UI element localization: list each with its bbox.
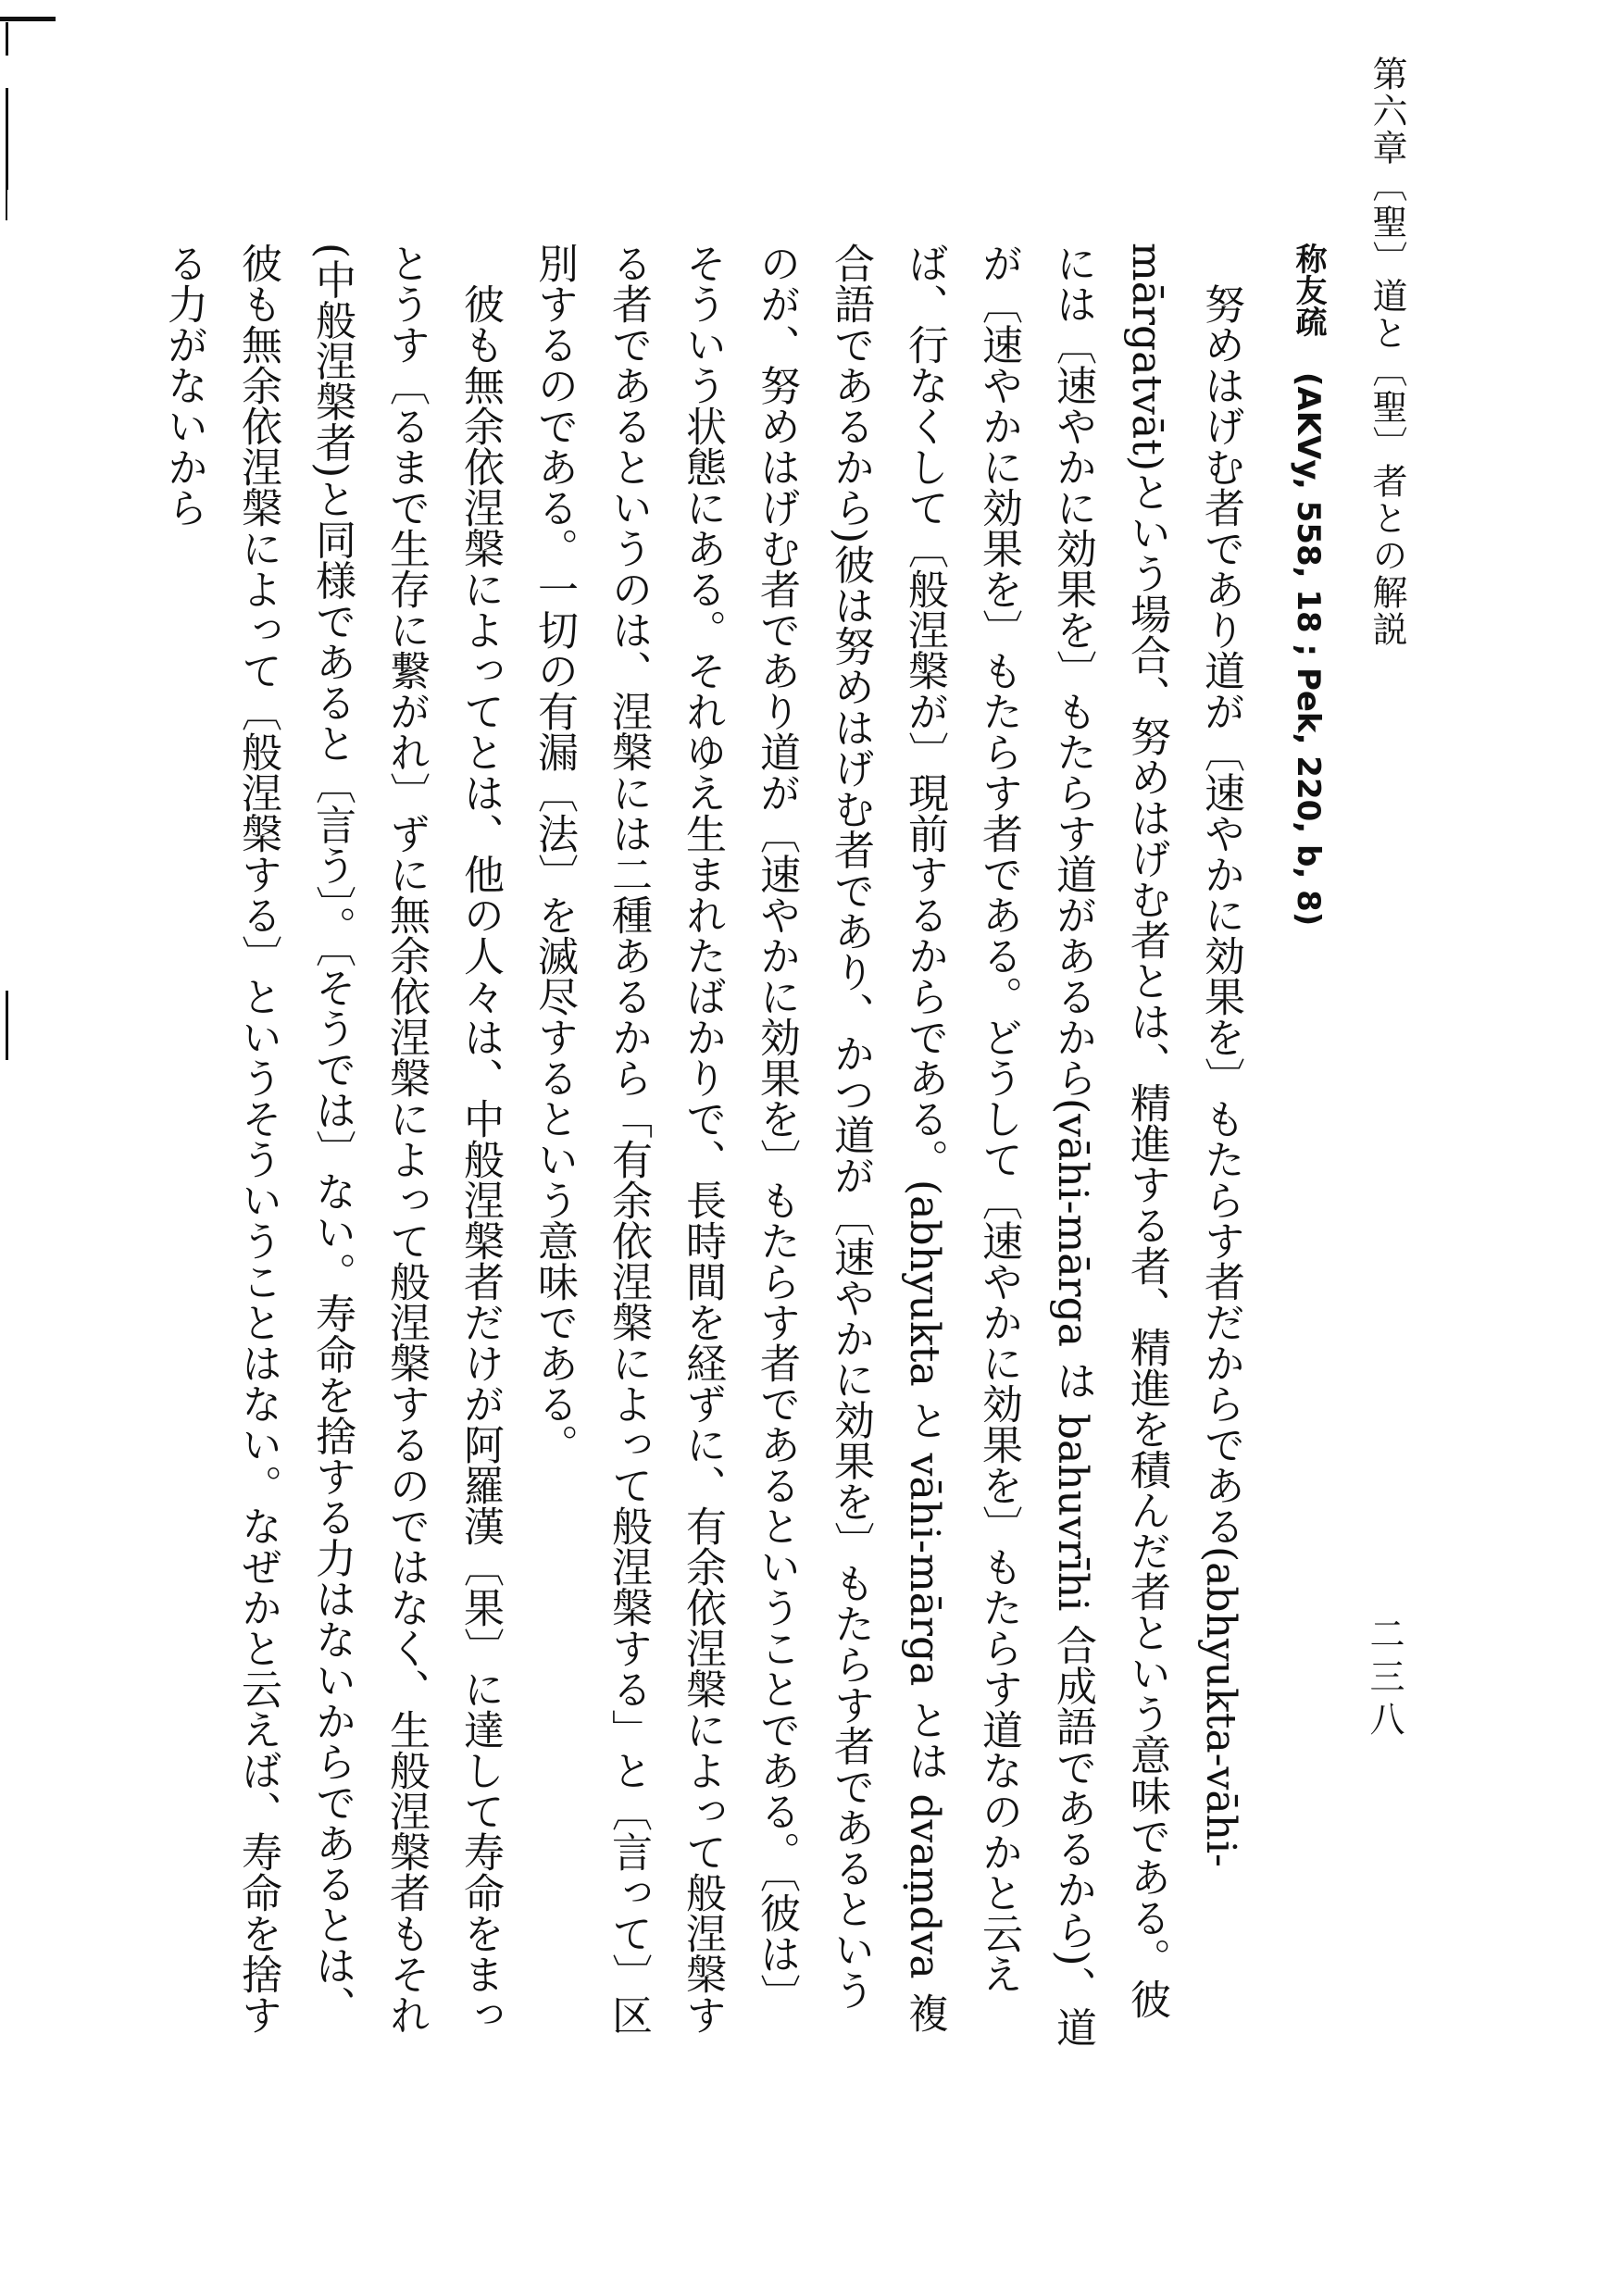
scan-artifact-line: [6, 22, 8, 56]
scan-artifact-line: [6, 88, 8, 190]
section-title: 称友疏: [1290, 243, 1327, 337]
body-text: [160, 243, 1257, 2048]
paragraph: 努めはげむ者であり道が〔速やかに効果を〕もたらす者だからである(abhyukta-vāhi-mārgatvāt)という場合、努めはげむ者とは、精進する者、精進を積んだ者という意味である。彼には〔速やかに効果を〕もたらす道があるから(vāhi-mārga は bahuvrīhi 合成語であるから)、道が〔速やかに効果を〕もたらす者である。どうして〔速やかに効果を〕もたらす道なのかと云えば、行なくして〔般涅槃が〕現前するからである。(abhyukta と vāhi-mārga とは dvaṃdva 複合語であるから)彼は努めはげむ者であり、かつ道が〔速やかに効果を〕もたらす者であるというのが、努めはげむ者であり道が〔速やかに効果を〕もたらす者であるということである。〔彼は〕そういう状態にある。それゆえ生まれたばかりで、長時間を経ずに、有余依涅槃によって般涅槃する者であるというのは、涅槃には二種あるから「有余依涅槃によって般涅槃する」と〔言って〕区別するのである。一切の有漏〔法〕を滅尽するという意味である。: [531, 243, 1244, 2048]
scan-artifact-line: [6, 185, 7, 220]
running-head: 第六章〔聖〕道と〔聖〕者との解説: [1367, 56, 1407, 648]
scan-artifact-line: [6, 991, 8, 1060]
page-number: 二三八: [1364, 1616, 1405, 1743]
paragraph: [146, 243, 517, 2048]
section-reference: (AKVy, 558, 18 ; Pek, 220, b, 8): [1290, 371, 1327, 927]
section-heading: [1288, 243, 1329, 926]
scan-artifact-top: [0, 17, 56, 21]
paragraph-text: 彼も無余依涅槃によってとは、他の人々は、中般涅槃者だけが阿羅漢〔果〕に達して寿命をまっとうす〔るまで生存に繋がれ〕ずに無余依涅槃によって般涅槃するのではなく、生般涅槃者もそれ(中般涅槃者)と同様であると〔言う〕。〔そうでは〕ない。寿命を捨する力はないからであるとは、彼も無余依涅槃によって〔般涅槃する〕というそういうことはない。なぜかと云えば、寿命を捨する力がないから: [160, 243, 504, 2035]
